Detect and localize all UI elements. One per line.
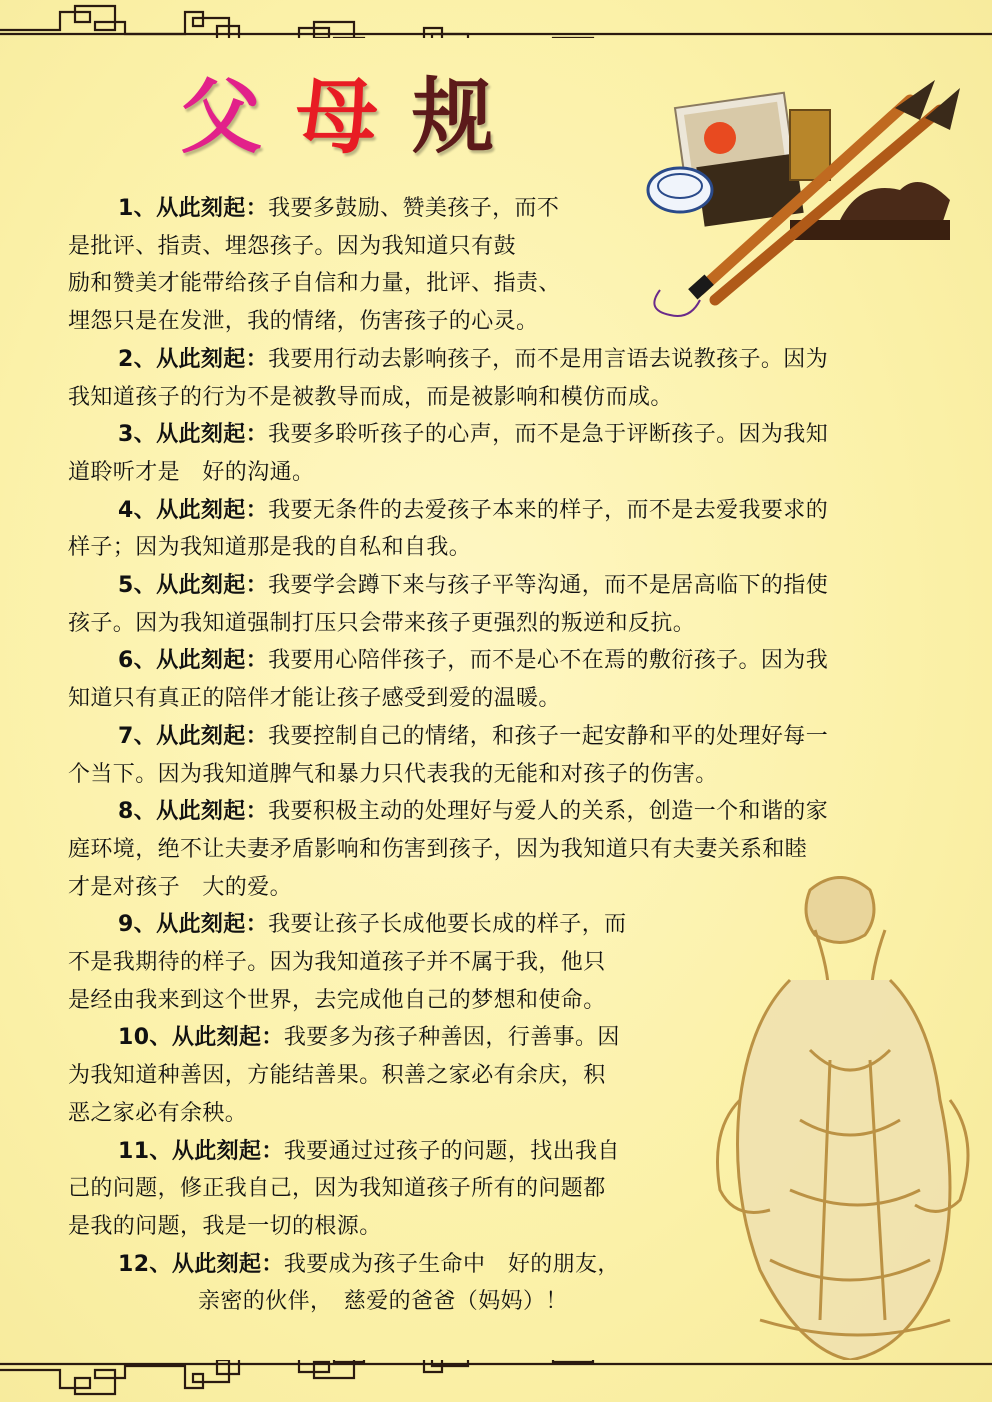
rule-text: 我知道孩子的行为不是被教导而成，而是被影响和模仿而成。: [68, 384, 673, 410]
rule-text: 我要多鼓励、赞美孩子，而不: [268, 196, 560, 221]
rule-item: [68, 793, 928, 906]
rule-text: 亲密的伙伴， 慈爱的爸爸（妈妈）！: [198, 1289, 568, 1315]
rule-item: [68, 492, 928, 567]
rule-item: [68, 718, 928, 793]
rule-text: 是我的问题，我是一切的根源。: [68, 1213, 382, 1239]
rule-item: [68, 416, 928, 491]
rule-text: 我要多为孩子种善因，行善事。因: [283, 1025, 620, 1051]
rule-label: 5、从此刻起：: [118, 573, 269, 599]
rule-line: [68, 303, 928, 341]
rule-line: [68, 869, 928, 907]
rule-label: 11、从此刻起：: [118, 1138, 284, 1164]
rule-text: 为我知道种善因，方能结善果。积善之家必有余庆，积: [68, 1063, 606, 1089]
rule-line: [68, 379, 928, 417]
top-fretwork-border: [0, 0, 992, 38]
rule-line: [68, 756, 928, 794]
rule-line: [68, 190, 928, 228]
title-char-1: 父: [180, 69, 263, 165]
rule-text: 我要用行动去影响孩子，而不是用言语去说教孩子。因为: [268, 346, 829, 372]
rule-line: [68, 1208, 928, 1246]
rule-line: [68, 1283, 928, 1321]
rule-text: 我要积极主动的处理好与爱人的关系，创造一个和谐的家: [268, 799, 829, 825]
rule-text: 我要通过过孩子的问题，找出我自: [283, 1138, 620, 1164]
rule-item: [68, 567, 928, 642]
rule-label: 3、从此刻起：: [118, 422, 269, 448]
rule-item: [68, 906, 928, 1019]
rule-line: [68, 642, 928, 680]
rule-line: [68, 265, 928, 303]
rule-line: [68, 341, 928, 379]
rule-item: [68, 1246, 928, 1321]
rule-line: [68, 906, 928, 944]
rule-text: 是经由我来到这个世界，去完成他自己的梦想和使命。: [68, 987, 606, 1013]
rule-item: [68, 190, 928, 341]
rule-text: 我要让孩子长成他要长成的样子，而: [268, 912, 627, 938]
title-char-2: 母: [296, 69, 379, 165]
rule-label: 9、从此刻起：: [118, 912, 269, 938]
rule-text: 励和赞美才能带给孩子自信和力量，批评、指责、: [68, 271, 561, 297]
rule-line: [68, 982, 928, 1020]
rule-text: 不是我期待的样子。因为我知道孩子并不属于我，他只: [68, 950, 606, 976]
rule-label: 2、从此刻起：: [118, 346, 269, 372]
rule-text: 孩子。因为我知道强制打压只会带来孩子更强烈的叛逆和反抗。: [68, 610, 696, 636]
bottom-fretwork-border: [0, 1360, 992, 1398]
rule-line: [68, 529, 928, 567]
rule-label: 7、从此刻起：: [118, 723, 269, 749]
rule-text: 我要无条件的去爱孩子本来的样子，而不是去爱我要求的: [268, 497, 829, 523]
rule-item: [68, 1133, 928, 1246]
rule-text: 我要用心陪伴孩子，而不是心不在焉的敷衍孩子。因为我: [268, 648, 829, 674]
rule-line: [68, 1133, 928, 1171]
title-char-3: 规: [412, 69, 495, 165]
rule-line: [68, 718, 928, 756]
rule-line: [68, 1057, 928, 1095]
rule-text: 是批评、指责、埋怨孩子。因为我知道只有鼓: [68, 233, 517, 259]
rule-line: [68, 1246, 928, 1284]
rule-line: [68, 680, 928, 718]
rule-line: [68, 567, 928, 605]
rule-item: [68, 642, 928, 717]
rule-text: 庭环境，绝不让夫妻矛盾影响和伤害到孩子，因为我知道只有夫妻关系和睦: [68, 836, 808, 862]
rule-text: 我要控制自己的情绪，和孩子一起安静和平的处理好每一: [268, 723, 829, 749]
rule-text: 知道只有真正的陪伴才能让孩子感受到爱的温暖。: [68, 686, 561, 712]
rule-text: 个当下。因为我知道脾气和暴力只代表我的无能和对孩子的伤害。: [68, 761, 718, 787]
rule-line: [68, 793, 928, 831]
rules-list: [68, 190, 928, 1321]
rule-label: 12、从此刻起：: [118, 1251, 284, 1277]
rule-text: 我要多聆听孩子的心声，而不是急于评断孩子。因为我知: [268, 422, 829, 448]
rule-line: [68, 1170, 928, 1208]
rule-text: 才是对孩子 大的爱。: [68, 874, 293, 900]
rule-text: 己的问题，修正我自己，因为我知道孩子所有的问题都: [68, 1176, 606, 1202]
rule-line: [68, 492, 928, 530]
rule-text: 样子；因为我知道那是我的自私和自我。: [68, 535, 472, 561]
rule-line: [68, 831, 928, 869]
rule-label: 10、从此刻起：: [118, 1025, 284, 1051]
rule-line: [68, 228, 928, 266]
rule-text: 道聆听才是 好的沟通。: [68, 459, 315, 485]
poster-title: [180, 70, 560, 165]
rule-label: 8、从此刻起：: [118, 799, 269, 825]
rule-line: [68, 944, 928, 982]
rule-line: [68, 605, 928, 643]
rule-line: [68, 416, 928, 454]
rule-item: [68, 341, 928, 416]
rule-line: [68, 1095, 928, 1133]
rule-text: 恶之家必有余秧。: [68, 1100, 248, 1126]
rule-text: 我要成为孩子生命中 好的朋友，: [283, 1251, 620, 1277]
rule-item: [68, 1019, 928, 1132]
rule-label: 6、从此刻起：: [118, 648, 269, 674]
rule-label: 1、从此刻起：: [118, 196, 269, 221]
rule-line: [68, 454, 928, 492]
rule-text: 我要学会蹲下来与孩子平等沟通，而不是居高临下的指使: [268, 573, 829, 599]
rule-text: 埋怨只是在发泄，我的情绪，伤害孩子的心灵。: [68, 309, 539, 335]
rule-line: [68, 1019, 928, 1057]
rule-label: 4、从此刻起：: [118, 497, 269, 523]
